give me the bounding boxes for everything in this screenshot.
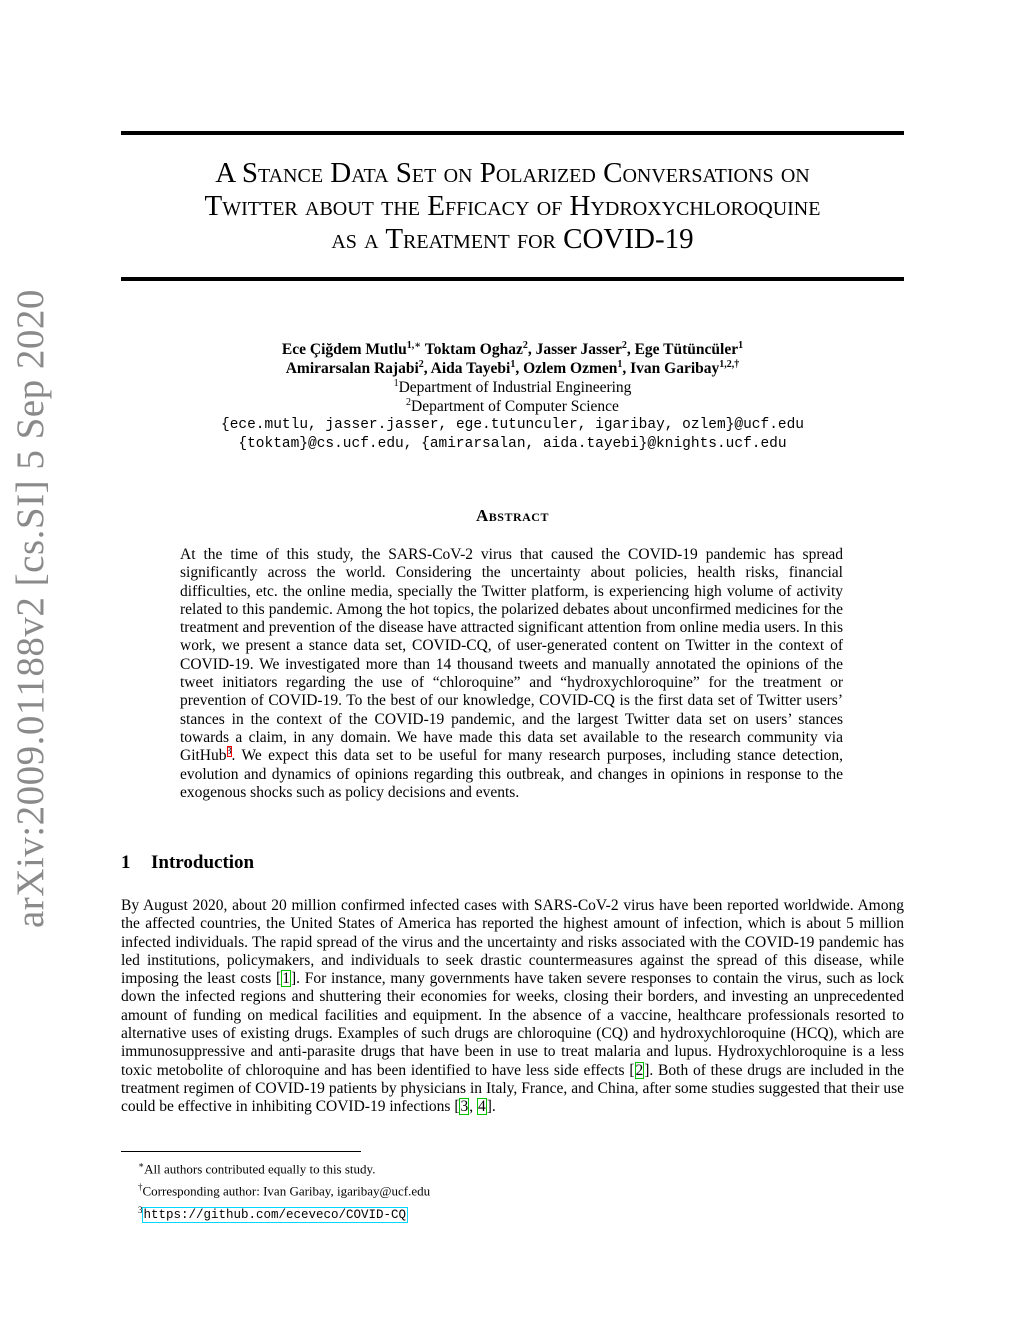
author-affil: 1 [617,358,623,370]
section-title: Introduction [151,852,255,873]
footnote-3 [138,1201,430,1224]
footnote-text: All authors contributed equally to this study. [144,1161,376,1177]
title-line-3-prefix: as a Treatment for [331,223,564,255]
intro-text: ]. [486,1098,496,1116]
author-affil: 1 [510,358,516,370]
arxiv-identifier: arXiv:2009.01188v2 [cs.SI] 5 Sep 2020 [9,289,52,928]
author-name: Ece Çiğdem Mutlu [281,341,407,358]
title-rule-top [121,131,904,135]
author-affil: 2 [621,339,627,351]
footnote-link[interactable]: 3 [226,746,232,758]
title-line-3-covid: COVID-19 [563,223,694,255]
author-name: Jasser Jasser [535,341,622,358]
author-block [121,340,904,454]
email-line-2: {toktam}@cs.ucf.edu, {amirarsalan, aida.tayebi}@knights.ucf.edu [238,436,787,452]
citation-separator: , [469,1098,477,1116]
intro-text: ]. For instance, many governments have taken severe responses to contain the virus, such as lock down the infected regions and shuttering their economies for weeks, closing their borders, and investing an unprecedented amount of funding on medical facilities and equipment. In the absence of a vaccine, healthcare professionals resorted to alternative uses of existing drugs. Examples of such drugs are chloroquine (CQ) and hydroxychloroquine (HCQ), which are immunosuppressive and anti-parasite drugs that have been in use to treat malaria and lupus. Hydroxychloroquine is a less toxic metobolite of chloroquine and has been identified to have less side effects [ [121,970,905,1079]
footnote-mark: 3 [138,1204,143,1215]
author-name: Amirarsalan Rajabi [285,360,419,377]
affiliation-2 [121,397,904,416]
footnote-mark: † [138,1182,143,1193]
footnote-1 [138,1156,430,1178]
affiliation-mark: 1 [393,377,399,389]
abstract-body [180,546,843,802]
author-name: Ivan Garibay [630,360,720,377]
author-line-1 [121,340,904,359]
email-line-1: {ece.mutlu, jasser.jasser, ege.tutunculer, igaribay, ozlem}@ucf.edu [221,417,804,433]
paper-title [121,157,904,256]
author-separator: , [423,360,431,377]
author-name: Toktam Oghaz [424,341,523,358]
affiliation-text: Department of Industrial Engineering [398,379,632,396]
citation-link[interactable]: 4 [477,1098,486,1116]
title-rule-bottom [121,277,904,281]
footnote-text: Corresponding author: Ivan Garibay, igaribay@ucf.edu [142,1183,431,1199]
intro-paragraph [121,897,904,1117]
author-affil: 2 [418,358,424,370]
abstract-text-end: . We expect this data set to be useful for many research purposes, including stance detection, evolution and dynamics of opinions regarding this outbreak, and changes in opinions in response to the exogenous shocks such as policy decisions and events. [180,747,843,801]
author-affil: 2 [522,339,528,351]
intro-text: By August 2020, about 20 million confirmed infected cases with SARS-CoV-2 virus have been reported worldwide. Among the affected countries, the United States of America has reported the highest amount of infection, which is about 5 million infected individuals. The rapid spread of the virus and the uncertainty and risks associated with the COVID-19 pandemic has led institutions, policymakers, and individuals to seek drastic countermeasures against the spread of this disease, while imposing the least costs [ [121,897,904,988]
author-mark: ∗ [414,339,422,351]
footnote-mark: ∗ [138,1160,145,1170]
author-affil: 1, [406,339,415,351]
author-name: Ege Tütüncüler [634,341,739,358]
citation-link[interactable]: 1 [282,970,290,988]
abstract-text: At the time of this study, the SARS-CoV-2 virus that caused the COVID-19 pandemic has spread significantly across the world. Considering the uncertainty about policies, health risks, financial difficulties, etc. the online media, specially the Twitter platform, is experiencing high volume of activity related to this pandemic. Among the hot topics, the polarized debates about unconfirmed medicines for the treatment and prevention of the disease have attracted significant attention from online media users. In this work, we present a stance data set, COVID-CQ, of user-generated content on Twitter in the context of COVID-19. We investigated more than 14 thousand tweets and manually annotated the opinions of the tweet initiators regarding the use of “chloroquine” and “hydroxychloroquine” for the treatment or prevention of COVID-19. To the best of our knowledge, COVID-CQ is the first data set of Twitter users’ stances in the context of the COVID-19 pandemic, and the largest Twitter data set on users’ stances towards a claim, in any domain. We have made this data set available to the research community via GitHub [180,546,843,765]
section-number: 1 [121,852,131,873]
affiliation-1 [121,378,904,397]
citation-link[interactable]: 2 [635,1061,644,1079]
affiliation-text: Department of Computer Science [411,398,619,415]
author-affil: 1,2,† [719,358,740,370]
author-affil: 1 [738,339,744,351]
author-separator: , [515,360,524,377]
footnotes [138,1156,430,1224]
section-heading [121,852,254,874]
github-url-link[interactable]: https://github.com/eceveco/COVID-CQ [143,1207,407,1222]
author-line-2 [121,359,904,378]
abstract-heading: Abstract [476,506,549,525]
author-name: Aida Tayebi [430,360,511,377]
author-separator: , [527,341,536,358]
intro-text: ]. Both of these drugs are included in the treatment regimen of COVID-19 patients by physicians in Italy, France, and China, after some studies suggested that their use could be effective in inhibiting COVID-19 infections [ [121,1061,904,1116]
citation-link[interactable]: 3 [460,1098,469,1116]
title-line-2: Twitter about the Efficacy of Hydroxychloroquine [204,190,821,222]
footnote-2 [138,1178,430,1200]
title-line-3 [121,223,904,256]
author-separator: , [626,341,635,358]
author-name: Ozlem Ozmen [523,360,618,377]
author-separator: , [622,360,631,377]
title-line-1: A Stance Data Set on Polarized Conversations on [215,157,810,189]
affiliation-mark: 2 [406,396,412,408]
footnote-rule [121,1151,361,1152]
